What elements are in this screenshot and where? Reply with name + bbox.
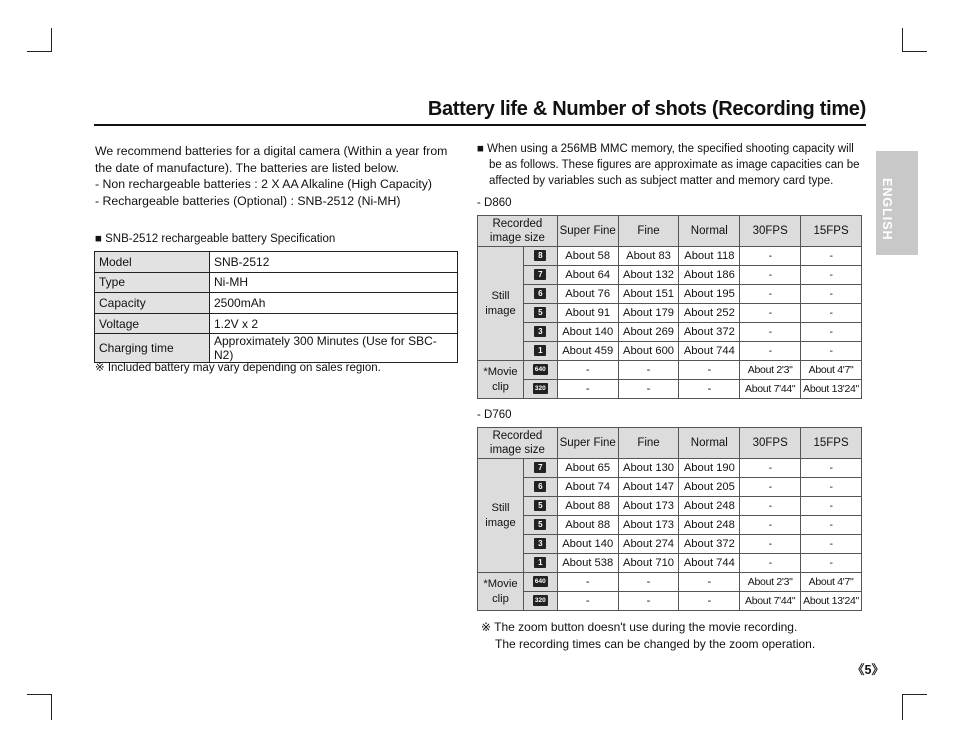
capacity-cell: About 140	[557, 323, 618, 342]
movie-size-320-icon: 320	[533, 383, 548, 394]
crop-mark	[27, 694, 52, 695]
table-row	[95, 293, 458, 314]
column-header: 15FPS	[801, 216, 862, 247]
size-icon-cell	[523, 266, 557, 285]
capacity-cell: -	[740, 459, 801, 478]
column-header: 30FPS	[740, 428, 801, 459]
capacity-cell: About 83	[618, 247, 679, 266]
size-icon-cell	[523, 247, 557, 266]
image-size-7m-icon: 7	[534, 269, 546, 280]
column-header: Recorded image size	[478, 216, 558, 247]
spec-value: 2500mAh	[210, 293, 458, 314]
capacity-cell: -	[801, 535, 862, 554]
size-icon-cell	[523, 323, 557, 342]
capacity-cell: About 58	[557, 247, 618, 266]
capacity-cell: About 118	[679, 247, 740, 266]
size-icon-cell	[523, 497, 557, 516]
table-row	[478, 323, 862, 342]
table-header-row	[478, 428, 862, 459]
capacity-cell: About 274	[618, 535, 679, 554]
table-row	[478, 285, 862, 304]
capacity-cell: About 76	[557, 285, 618, 304]
spec-key: Voltage	[95, 313, 210, 334]
capacity-cell: About 372	[679, 535, 740, 554]
intro-line: the date of manufacture). The batteries are listed below.	[95, 160, 399, 175]
capacity-cell: -	[618, 573, 679, 592]
movie-size-640-icon: 640	[533, 364, 548, 375]
capacity-cell: About 2'3"	[740, 573, 801, 592]
capacity-cell: -	[740, 516, 801, 535]
capacity-cell: -	[679, 592, 740, 611]
image-size-3m-icon: 3	[534, 538, 546, 549]
capacity-cell: -	[740, 554, 801, 573]
capacity-cell: About 130	[618, 459, 679, 478]
capacity-cell: About 65	[557, 459, 618, 478]
capacity-cell: -	[801, 554, 862, 573]
table-row	[95, 334, 458, 363]
spec-value: SNB-2512	[210, 252, 458, 273]
table-row	[478, 554, 862, 573]
capacity-cell: -	[740, 535, 801, 554]
language-tab-label: ENGLISH	[880, 178, 894, 241]
capacity-cell: About 248	[679, 497, 740, 516]
mmc-note-line: be as follows. These figures are approximate as image capacities can be	[489, 158, 860, 171]
capacity-cell: -	[557, 380, 618, 399]
capacity-cell: -	[740, 285, 801, 304]
movie-size-320-icon: 320	[533, 595, 548, 606]
image-size-5m-icon: 5	[534, 307, 546, 318]
crop-mark	[27, 51, 52, 52]
image-size-7m-icon: 7	[534, 462, 546, 473]
capacity-cell: -	[618, 361, 679, 380]
image-size-6m-icon: 6	[534, 481, 546, 492]
image-size-6m-icon: 6	[534, 288, 546, 299]
capacity-cell: -	[801, 285, 862, 304]
capacity-cell: About 132	[618, 266, 679, 285]
column-header: Fine	[618, 216, 679, 247]
size-icon-cell	[523, 592, 557, 611]
crop-mark	[902, 51, 927, 52]
capacity-cell: -	[740, 323, 801, 342]
battery-spec-table	[94, 251, 458, 363]
capacity-cell: -	[801, 266, 862, 285]
capacity-cell: About 13'24"	[801, 592, 862, 611]
size-icon-cell	[523, 380, 557, 399]
group-label: *Movie clip	[478, 573, 524, 611]
capacity-cell: -	[801, 342, 862, 361]
crop-mark	[51, 28, 52, 52]
language-tab	[876, 151, 918, 255]
capacity-table	[477, 215, 862, 399]
capacity-cell: -	[801, 478, 862, 497]
size-icon-cell	[523, 573, 557, 592]
image-size-3m-icon: 3	[534, 326, 546, 337]
size-icon-cell	[523, 478, 557, 497]
mmc-note-line: ■ When using a 256MB MMC memory, the specified shooting capacity will	[477, 143, 854, 155]
capacity-cell: About 91	[557, 304, 618, 323]
capacity-cell: -	[679, 573, 740, 592]
capacity-cell: About 372	[679, 323, 740, 342]
table-row	[95, 252, 458, 273]
capacity-cell: About 190	[679, 459, 740, 478]
size-icon-cell	[523, 516, 557, 535]
capacity-cell: -	[740, 304, 801, 323]
spec-heading: ■ SNB-2512 rechargeable battery Specification	[95, 233, 336, 245]
intro-line: - Rechargeable batteries (Optional) : SNB-2512 (Ni-MH)	[95, 193, 401, 208]
intro-line: - Non rechargeable batteries : 2 X AA Alkaline (High Capacity)	[95, 177, 432, 191]
capacity-cell: -	[801, 497, 862, 516]
capacity-cell: -	[557, 361, 618, 380]
crop-mark	[902, 694, 903, 720]
mmc-note	[477, 142, 872, 189]
capacity-cell: -	[740, 342, 801, 361]
table-row	[478, 342, 862, 361]
group-label: Still image	[478, 459, 524, 573]
capacity-cell: -	[740, 478, 801, 497]
mmc-note-line: affected by variables such as subject matter and memory card type.	[489, 174, 834, 187]
zoom-note-line: The recording times can be changed by the zoom operation.	[495, 637, 816, 651]
crop-mark	[902, 28, 903, 52]
table-row	[478, 497, 862, 516]
capacity-cell: -	[801, 304, 862, 323]
model-label-d760: - D760	[477, 409, 512, 421]
zoom-note-line: ※ The zoom button doesn't use during the movie recording.	[481, 620, 798, 634]
image-size-5m-icon: 5	[534, 500, 546, 511]
image-size-1m-icon: 1	[534, 557, 546, 568]
model-label-d860: - D860	[477, 197, 512, 209]
table-row	[95, 272, 458, 293]
image-size-1m-icon: 1	[534, 345, 546, 356]
capacity-cell: -	[801, 516, 862, 535]
table-row	[478, 266, 862, 285]
capacity-cell: About 252	[679, 304, 740, 323]
capacity-cell: About 4'7"	[801, 361, 862, 380]
capacity-cell: About 64	[557, 266, 618, 285]
image-size-8m-icon: 8	[534, 250, 546, 261]
capacity-cell: About 195	[679, 285, 740, 304]
capacity-table	[477, 427, 862, 611]
column-header: Normal	[679, 216, 740, 247]
capacity-cell: About 147	[618, 478, 679, 497]
zoom-note	[481, 619, 815, 653]
capacity-cell: About 173	[618, 497, 679, 516]
intro-text	[95, 143, 465, 209]
page-title: Battery life & Number of shots (Recording time)	[427, 98, 866, 120]
column-header: Super Fine	[557, 428, 618, 459]
capacity-cell: -	[801, 323, 862, 342]
table-row	[478, 304, 862, 323]
table-row	[478, 247, 862, 266]
capacity-cell: About 744	[679, 554, 740, 573]
capacity-cell: -	[618, 380, 679, 399]
spec-key: Capacity	[95, 293, 210, 314]
size-icon-cell	[523, 342, 557, 361]
spec-value: Ni-MH	[210, 272, 458, 293]
capacity-cell: About 205	[679, 478, 740, 497]
capacity-cell: About 248	[679, 516, 740, 535]
size-icon-cell	[523, 304, 557, 323]
image-size-5m-icon: 5	[534, 519, 546, 530]
spec-value: 1.2V x 2	[210, 313, 458, 334]
capacity-cell: -	[679, 380, 740, 399]
spec-value: Approximately 300 Minutes (Use for SBC-N2)	[210, 334, 458, 363]
table-row	[478, 361, 862, 380]
spec-key: Model	[95, 252, 210, 273]
crop-mark	[51, 694, 52, 720]
movie-size-640-icon: 640	[533, 576, 548, 587]
size-icon-cell	[523, 459, 557, 478]
size-icon-cell	[523, 361, 557, 380]
capacity-cell: About 4'7"	[801, 573, 862, 592]
page-number: 《5》	[852, 663, 884, 677]
size-icon-cell	[523, 554, 557, 573]
capacity-cell: -	[618, 592, 679, 611]
table-row	[478, 573, 862, 592]
capacity-cell: About 173	[618, 516, 679, 535]
table-row	[478, 516, 862, 535]
capacity-cell: About 269	[618, 323, 679, 342]
capacity-cell: -	[740, 266, 801, 285]
column-header: 15FPS	[801, 428, 862, 459]
capacity-cell: About 140	[557, 535, 618, 554]
capacity-cell: -	[557, 573, 618, 592]
title-rule	[94, 124, 866, 126]
capacity-cell: About 186	[679, 266, 740, 285]
capacity-cell: About 710	[618, 554, 679, 573]
group-label: Still image	[478, 247, 524, 361]
capacity-cell: -	[679, 361, 740, 380]
capacity-cell: About 459	[557, 342, 618, 361]
column-header: Recorded image size	[478, 428, 558, 459]
group-label: *Movie clip	[478, 361, 524, 399]
capacity-cell: About 88	[557, 516, 618, 535]
column-header: Fine	[618, 428, 679, 459]
spec-key: Type	[95, 272, 210, 293]
size-icon-cell	[523, 535, 557, 554]
capacity-cell: About 538	[557, 554, 618, 573]
capacity-cell: About 600	[618, 342, 679, 361]
capacity-cell: -	[557, 592, 618, 611]
table-row	[95, 313, 458, 334]
table-row	[478, 459, 862, 478]
capacity-cell: -	[740, 497, 801, 516]
capacity-cell: About 7'44"	[740, 592, 801, 611]
table-row	[478, 592, 862, 611]
capacity-cell: About 179	[618, 304, 679, 323]
table-row	[478, 535, 862, 554]
spec-key: Charging time	[95, 334, 210, 363]
capacity-cell: About 744	[679, 342, 740, 361]
table-row	[478, 380, 862, 399]
capacity-cell: About 13'24"	[801, 380, 862, 399]
capacity-cell: About 88	[557, 497, 618, 516]
capacity-cell: -	[801, 247, 862, 266]
size-icon-cell	[523, 285, 557, 304]
capacity-cell: About 74	[557, 478, 618, 497]
column-header: Normal	[679, 428, 740, 459]
column-header: 30FPS	[740, 216, 801, 247]
table-row	[478, 478, 862, 497]
capacity-cell: -	[801, 459, 862, 478]
battery-note: ※ Included battery may vary depending on sales region.	[95, 362, 381, 374]
capacity-cell: -	[740, 247, 801, 266]
capacity-cell: About 7'44"	[740, 380, 801, 399]
column-header: Super Fine	[557, 216, 618, 247]
table-header-row	[478, 216, 862, 247]
intro-line: We recommend batteries for a digital camera (Within a year from	[95, 144, 448, 158]
capacity-cell: About 2'3"	[740, 361, 801, 380]
capacity-cell: About 151	[618, 285, 679, 304]
crop-mark	[902, 694, 927, 695]
